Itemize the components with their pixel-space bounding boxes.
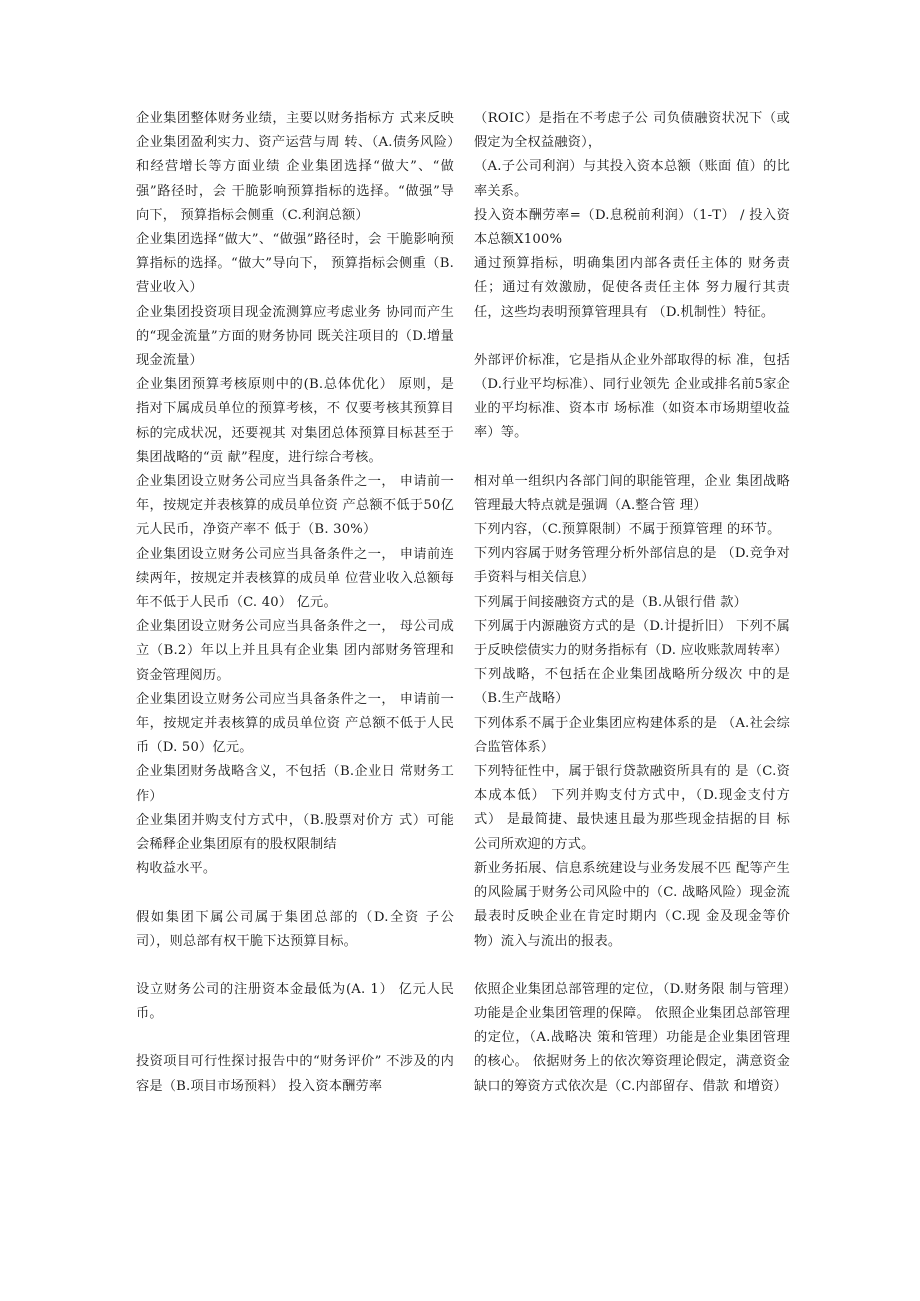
paragraph: 企业集团预算考核原则中的(B.总体优化） 原则，是指对下属成员单位的预算考核，不 仅要考核其预算目标的完成状况，还要视其 对集团总体预算目标甚至于集团战略的“贡 献”程度，进行综合考核。 [136, 377, 454, 465]
paragraph: 企业集团选择“做大”、“做强”路径时，会 干脆影响预算指标的选择。“做大”导向下， 预算指标会侧重（B.营业收入） [136, 232, 454, 296]
paragraph: （ROIC）是指在不考虑子公 司负债融资状况下（或假定为全权益融资）， [474, 111, 790, 151]
paragraph: 依照企业集团总部管理的定位，（D.财务限 制与管理）功能是企业集团管理的保障。 依照企业集团总部管理的定位，（A.战略决 策和管理）功能是企业集团管理的核心。 依据财务上的依次筹资理论假定，满意资金 缺口的筹资方式依次是（C.内部留存、借款 和增资） [474, 981, 795, 1094]
spacer [474, 325, 790, 349]
paragraph: 企业集团投资项目现金流测算应考虑业务 协同而产生的“现金流量”方面的财务协同 既关注项目的（D.增量现金流量） [136, 304, 454, 369]
paragraph: 构收益水平。 [136, 861, 217, 877]
spacer [136, 954, 454, 978]
paragraph: 新业务拓展、信息系统建设与业务发展不匹 配等产生的风险属于财务公司风险中的（C. 战略风险）现金流最表时反映企业在肯定时期内（C.现 金及现金等价物）流入与流出的报表。 [474, 860, 790, 949]
paragraph: 下列体系不属于企业集团应构建体系的是 （A.社会综合监管体系） [474, 715, 790, 755]
paragraph: 企业集团并购支付方式中，（B.股票对价方 式）可能会稀释企业集团原有的股权限制结 [136, 812, 454, 853]
paragraph: 下列属于间接融资方式的是（B.从银行借 款） [474, 594, 748, 610]
paragraph: 投入资本酬劳率=（D.息税前利润）（1-T） / 投入资本总额X100% [474, 207, 790, 248]
paragraph: 外部评价标准，它是指从企业外部取得的标 准，包括（D.行业平均标准）、同行业领先 企业或排名前5家企业的平均标准、资本市 场标准（如资本市场期望收益率）等。 [474, 352, 790, 441]
paragraph: 下列内容，（C.预算限制）不属于预算管理 的环节。 [474, 522, 781, 538]
paragraph: 下列内容属于财务管理分析外部信息的是 （D.竞争对手资料与相关信息） [474, 546, 790, 586]
paragraph: （A.子公司利润）与其投入资本总额（账面 值）的比率关系。 [474, 159, 790, 199]
spacer [136, 1026, 454, 1050]
paragraph: 设立财务公司的注册资本金最低为(A. 1） 亿元人民币。 [136, 981, 454, 1022]
paragraph: 下列属于内源融资方式的是（D.计提折旧） 下列不属于反映偿债实力的财务指标有（D. 应收账款周转率） [474, 618, 790, 659]
paragraph: 企业集团设立财务公司应当具备条件之一， 申请前连续两年，按规定并表核算的成员单 位营业收入总额每年不低于人民币（C. 40） 亿元。 [136, 546, 454, 611]
spacer [136, 882, 454, 906]
paragraph: 企业集团设立财务公司应当具备条件之一， 申请前一年，按规定并表核算的成员单位资 产总额不低于50亿元人民币，净资产率不 低于（B. 30%） [136, 474, 454, 538]
paragraph: 企业集团整体财务业绩，主要以财务指标方 式来反映企业集团盈利实力、资产运营与周 转、（A.债务风险）和经营增长等方面业绩 企业集团选择“做大”、“做强”路径时，会 干脆影响预算指标的选择。“做强”导向下， 预算指标会侧重（C.利润总额） [136, 111, 454, 223]
paragraph: 企业集团设立财务公司应当具备条件之一， 母公司成立（B.2）年以上并且具有企业集 团内部财务管理和资金管理阅历。 [136, 619, 454, 683]
paragraph: 通过预算指标，明确集团内部各责任主体的 财务责任；通过有效激励，促使各责任主体 努力履行其责任，这些均表明预算管理具有 （D.机制性）特征。 [474, 256, 790, 320]
spacer [474, 954, 790, 978]
paragraph: 投资项目可行性探讨报告中的“财务评价” 不涉及的内容是（B.项目市场预料） 投入资本酬劳率 [136, 1054, 454, 1094]
right-column [474, 107, 795, 1099]
paragraph: 相对单一组织内各部门间的职能管理，企业 集团战略管理最大特点就是强调（A.整合管 理） [474, 473, 790, 513]
left-column [136, 107, 454, 1099]
paragraph: 下列战略，不包括在企业集团战略所分级次 中的是（B.生产战略） [474, 667, 790, 707]
paragraph: 假如集团下属公司属于集团总部的（D.全资 子公司），则总部有权干脆下达预算目标。 [136, 909, 454, 949]
paragraph: 企业集团财务战略含义，不包括（B.企业日 常财务工作） [136, 764, 454, 804]
paragraph: 企业集团设立财务公司应当具备条件之一， 申请前一年，按规定并表核算的成员单位资 产总额不低于人民币（D. 50）亿元。 [136, 691, 454, 756]
spacer [474, 446, 790, 470]
paragraph: 下列特征性中，属于银行贷款融资所具有的 是（C.资本成本低） 下列并购支付方式中，（D.现金支付方式） 是最简捷、最快速且最为那些现金拮据的目 标公司所欢迎的方式。 [474, 764, 790, 852]
